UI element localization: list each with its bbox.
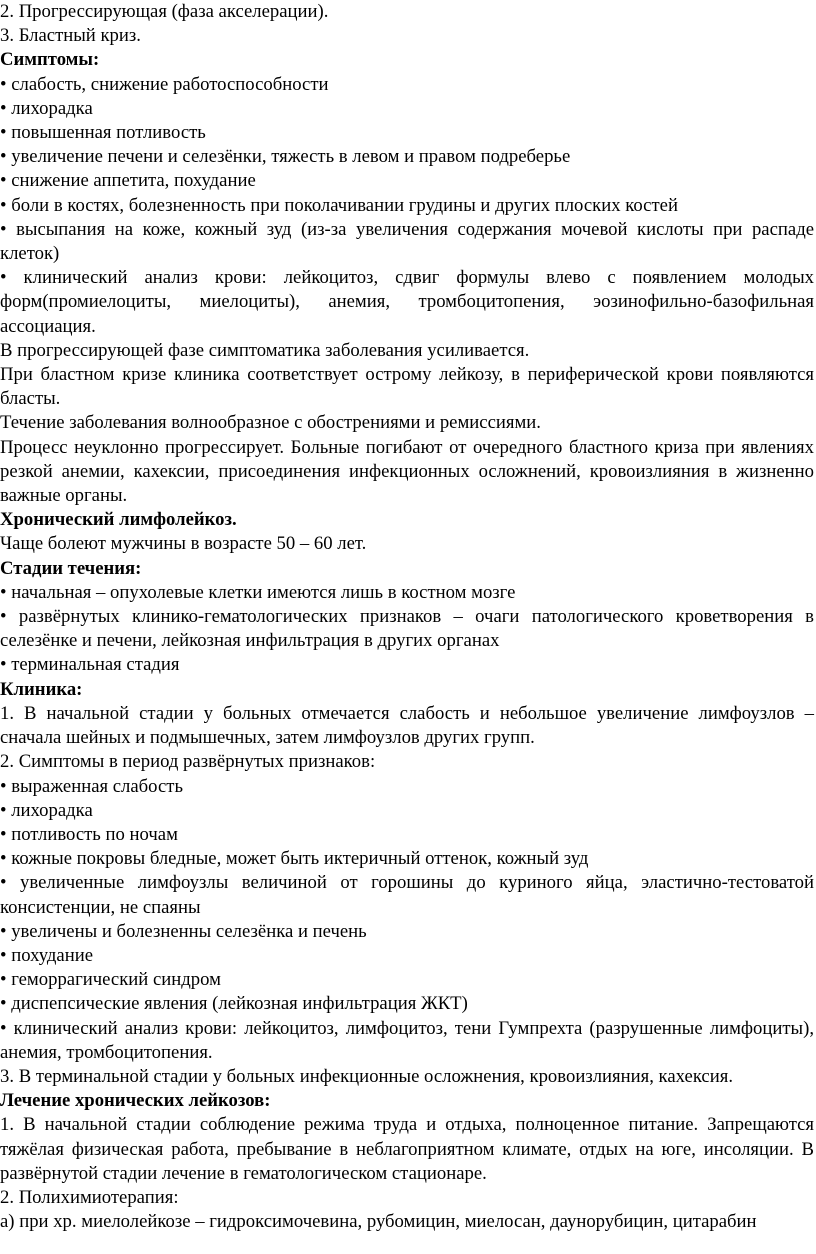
paragraph: 1. В начальной стадии соблюдение режима труда и отдыха, полноценное питание. Запрещаются тяжёлая физическая работа, пребывание в неблагоприятном климате, отдых на юге, инсоляции. В развёрнутой стадии лечение в гематологическом стационаре. [0, 1114, 814, 1184]
paragraph: 2. Симптомы в период развёрнутых признаков: [0, 751, 376, 773]
list-item: • выраженная слабость [0, 775, 183, 797]
paragraph: 2. Полихимиотерапия: [0, 1186, 179, 1208]
list-item: • увеличены и болезненны селезёнка и печень [0, 920, 367, 942]
heading-stages: Стадии течения: [0, 557, 142, 579]
heading-symptoms: Симптомы: [0, 49, 100, 71]
paragraph: Процесс неуклонно прогрессирует. Больные погибают от очередного бластного криза при явлениях резкой анемии, кахексии, присоединения инфекционных осложнений, кровоизлияния в жизненно важные органы. [0, 436, 814, 507]
list-item: • лихорадка [0, 799, 93, 821]
list-item: • снижение аппетита, похудание [0, 170, 256, 192]
paragraph: а) при хр. миелолейкозе – гидроксимочевина, рубомицин, миелосан, даунорубицин, цитарабин [0, 1211, 757, 1233]
list-item: • увеличение печени и селезёнки, тяжесть в левом и правом подреберье [0, 146, 571, 168]
list-item: • клинический анализ крови: лейкоцитоз, лимфоцитоз, тени Гумпрехта (разрушенные лимфоциты), анемия, тромбоцитопения. [0, 1017, 814, 1063]
list-item: • похудание [0, 944, 93, 966]
paragraph: Течение заболевания волнообразное с обострениями и ремиссиями. [0, 412, 541, 434]
list-item: • диспепсические явления (лейкозная инфильтрация ЖКТ) [0, 993, 468, 1015]
list-item: • лихорадка [0, 97, 93, 119]
phase-progressive: 2. Прогрессирующая (фаза акселерации). [0, 1, 329, 22]
paragraph: В прогрессирующей фазе симптоматика заболевания усиливается. [0, 339, 530, 361]
list-item: • высыпания на коже, кожный зуд (из-за увеличения содержания мочевой кислоты при распаде клеток) [0, 218, 814, 265]
heading-chronic-lymphocytic-leukemia: Хронический лимфолейкоз. [0, 509, 237, 531]
list-item: • геморрагический синдром [0, 969, 221, 991]
list-item: • повышенная потливость [0, 122, 206, 144]
paragraph: Чаще болеют мужчины в возрасте 50 – 60 лет. [0, 533, 367, 555]
list-item: • начальная – опухолевые клетки имеются лишь в костном мозге [0, 581, 516, 603]
phase-blast-crisis: 3. Бластный криз. [0, 25, 141, 47]
paragraph: 3. В терминальной стадии у больных инфекционные осложнения, кровоизлияния, кахексия. [0, 1065, 733, 1087]
list-item: • терминальная стадия [0, 654, 180, 676]
list-item: • слабость, снижение работоспособности [0, 73, 329, 95]
heading-treatment: Лечение хронических лейкозов: [0, 1090, 271, 1112]
list-item: • кожные покровы бледные, может быть иктеричный оттенок, кожный зуд [0, 848, 589, 870]
list-item: • клинический анализ крови: лейкоцитоз, сдвиг формулы влево с появлением молодых форм(промиелоциты, миелоциты), анемия, тромбоцитопения, эозинофильно-базофильная ассоциация. [0, 267, 814, 337]
heading-clinic: Клиника: [0, 678, 83, 700]
list-item: • развёрнутых клинико-гематологических признаков – очаги патологического кроветворения в селезёнке и печени, лейкозная инфильтрация в других органах [0, 606, 814, 652]
list-item: • боли в костях, болезненность при поколачивании грудины и других плоских костей [0, 194, 678, 216]
paragraph: При бластном кризе клиника соответствует острому лейкозу, в периферической крови появляются бласты. [0, 364, 814, 410]
paragraph: 1. В начальной стадии у больных отмечается слабость и небольшое увеличение лимфоузлов – сначала шейных и подмышечных, затем лимфоузлов других групп. [0, 702, 814, 749]
list-item: • потливость по ночам [0, 823, 178, 845]
list-item: • увеличенные лимфоузлы величиной от горошины до куриного яйца, эластично-тестоватой консистенции, не спаяны [0, 872, 814, 918]
